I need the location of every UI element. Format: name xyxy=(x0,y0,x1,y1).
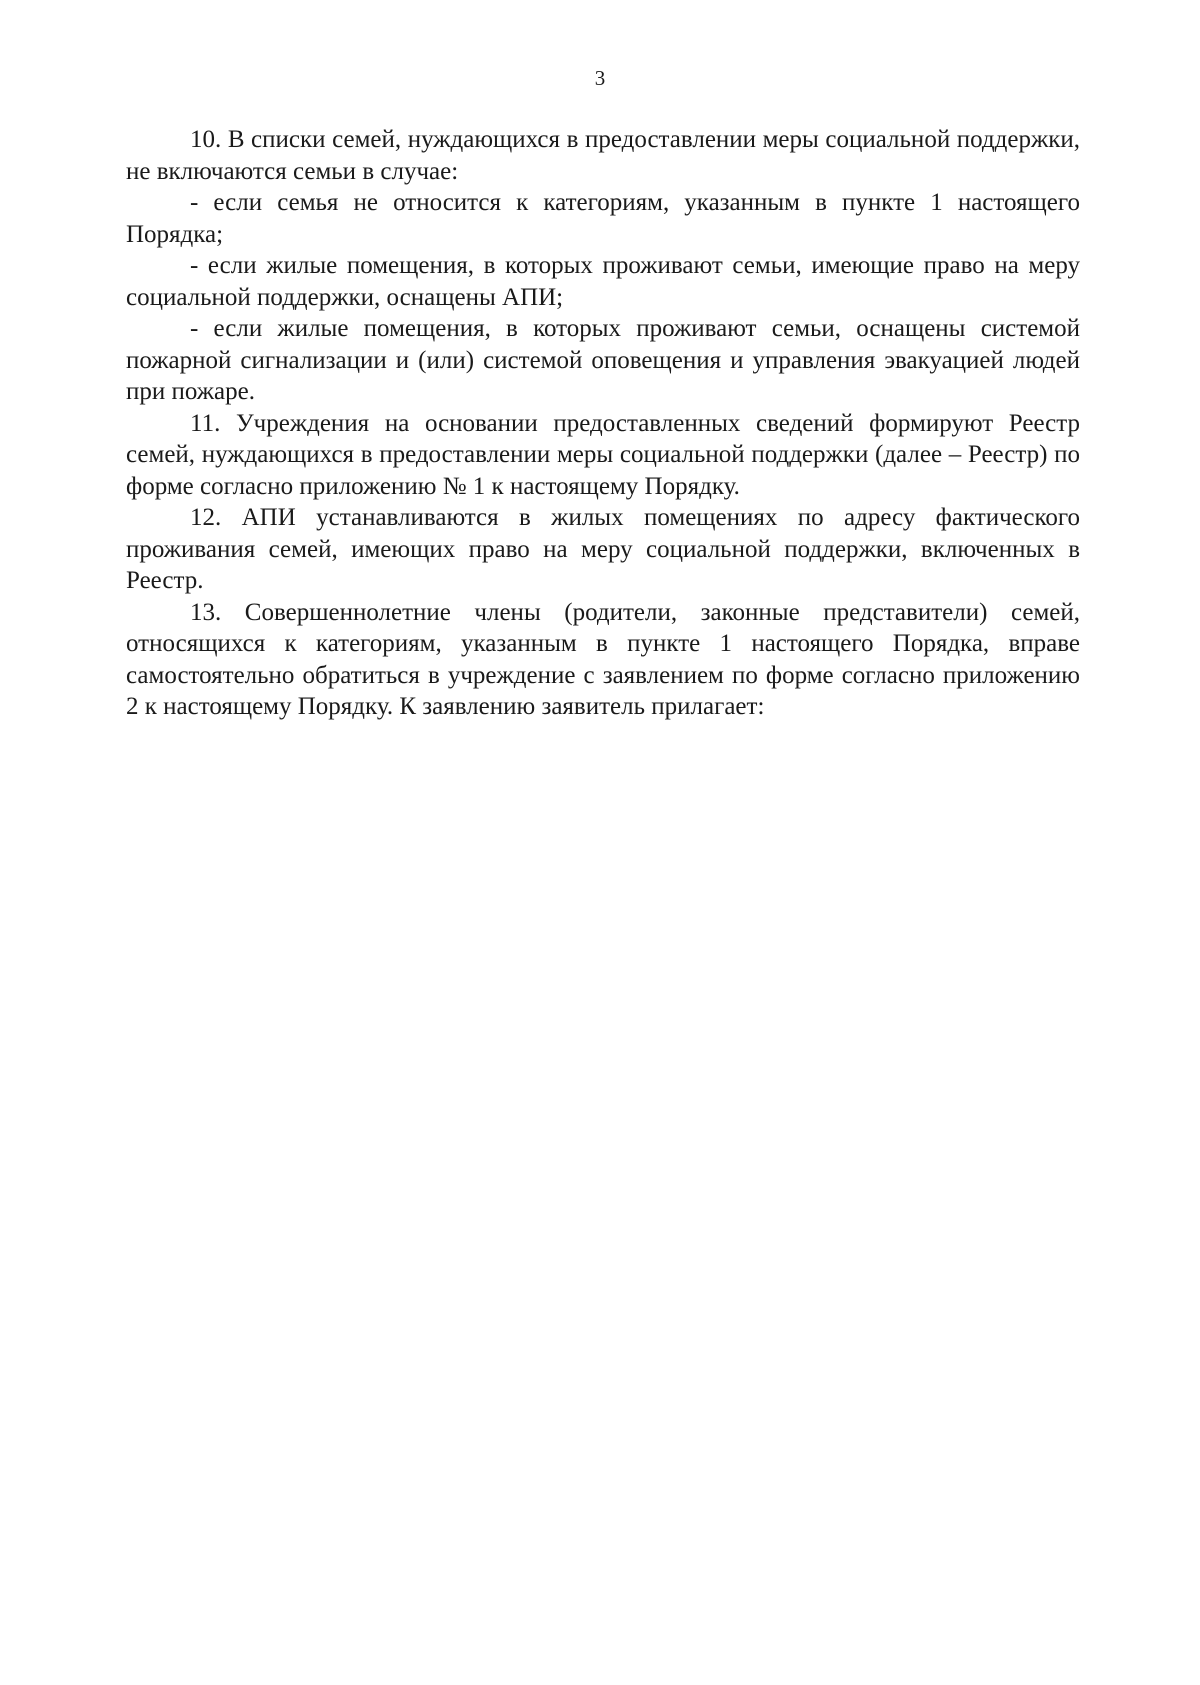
list-item: - если семья не относится к категориям, указанным в пункте 1 настоящего Порядка; xyxy=(126,189,1080,248)
page-number: 3 xyxy=(594,66,606,90)
paragraph-item-11: 11. Учреждения на основании предоставленных сведений формируют Реестр семей, нуждающихся в предоставлении меры социальной поддержки (далее – Реестр) по форме согласно приложению № 1 к настоящему Порядку. xyxy=(126,409,1080,500)
paragraph-item-13: 13. Совершеннолетние члены (родители, законные представители) семей, относящихся к категориям, указанным в пункте 1 настоящего Порядка, вправе самостоятельно обратиться в учреждение с заявлением по форме согласно приложению 2 к настоящему Порядку. К заявлению заявитель прилагает: xyxy=(126,598,1080,720)
paragraph-item-10: 10. В списки семей, нуждающихся в предоставлении меры социальной поддержки, не включаются семьи в случае: xyxy=(126,126,1080,185)
list-item: - если жилые помещения, в которых проживают семьи, оснащены системой пожарной сигнализации и (или) системой оповещения и управления эвакуацией людей при пожаре. xyxy=(126,315,1080,405)
list-item: - если жилые помещения, в которых проживают семьи, имеющие право на меру социальной поддержки, оснащены АПИ; xyxy=(126,252,1080,311)
paragraph-item-12: 12. АПИ устанавливаются в жилых помещениях по адресу фактического проживания семей, имеющих право на меру социальной поддержки, включенных в Реестр. xyxy=(126,504,1080,594)
document-body xyxy=(126,124,1080,723)
